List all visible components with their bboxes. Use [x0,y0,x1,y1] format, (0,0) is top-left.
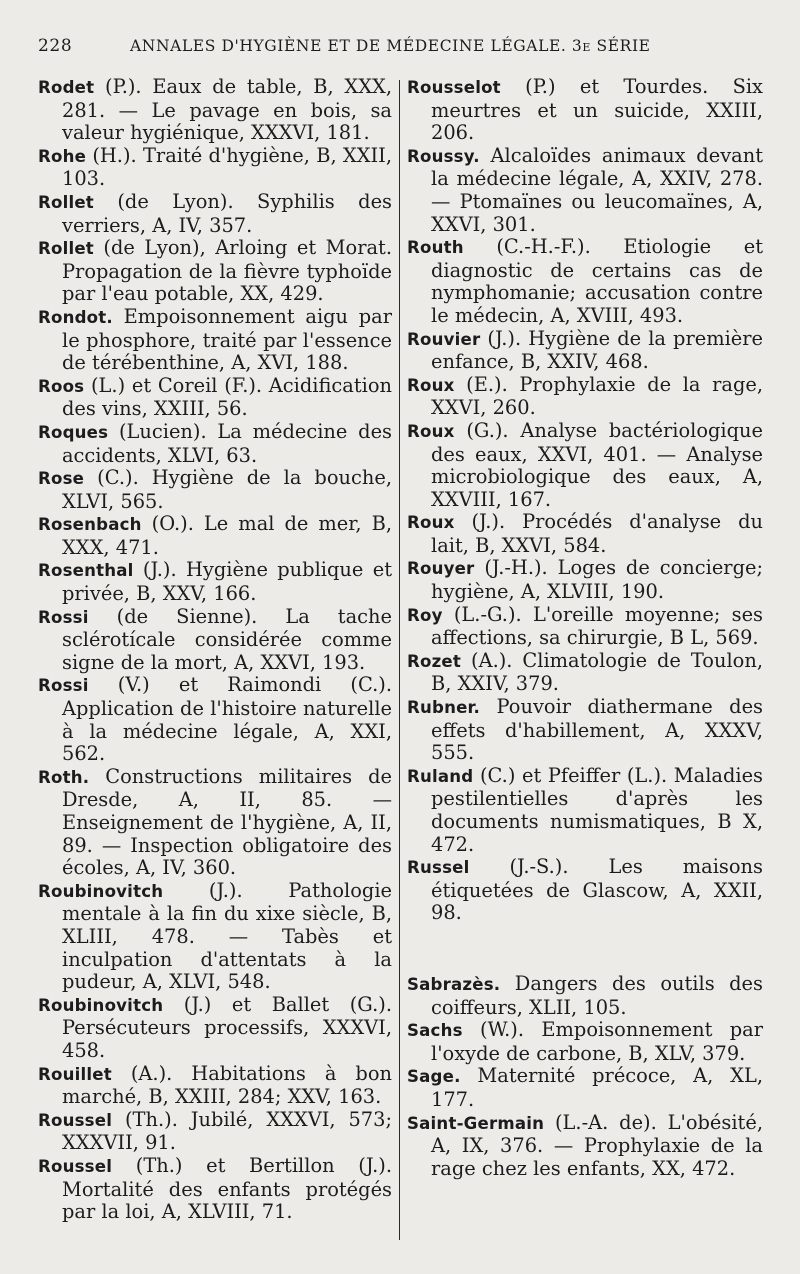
entry-text: (P.) et Tourdes. Six meurtres et un suicide, XXIII, 206. [431,75,763,145]
entry-text: (A.). Climatologie de Toulon, B, XXIV, 379. [431,648,763,696]
entry-author: Roussel [38,1110,113,1130]
entry-text: (L.-A. de). L'obésité, A, IX, 376. — Prophylaxie de la rage chez les enfants, XX, 472. [431,1110,763,1180]
entry-author: Russel [407,858,470,878]
entry-text: (C.). Hygiène de la bouche, XLVI, 565. [62,466,392,513]
entry-text: (P.). Eaux de table, B, XXX, 281. — Le pavage en bois, sa valeur hygiénique, XXXVI, 181. [62,75,392,145]
entry-author: Roubinovitch [38,995,164,1015]
entry-author: Rouvier [407,329,481,349]
entry-author: Rosenthal [38,561,134,581]
entry-text: (J.). Hygiène publique et privée, B, XXV, 166. [62,558,392,606]
entry-author: Rouillet [38,1064,112,1084]
entry-author: Roussy. [407,146,480,166]
index-entry [38,145,392,191]
index-entry [38,766,392,880]
index-entry [407,1065,763,1111]
entry-text: (J.). Procédés d'analyse du lait, B, XXVI, 584. [431,510,763,557]
index-entry [407,1112,763,1181]
entry-text: Empoisonnement aigu par le phosphore, traité par l'essence de térébenthine, A, XVI, 188. [62,304,392,375]
entry-text: (G.). Analyse bactériologique des eaux, XXVI, 401. — Analyse microbiologique des eaux, A, XXVIII, 167. [431,418,763,511]
entry-author: Rossi [38,607,89,627]
entry-text: Dangers des outils des coiffeurs, XLII, 105. [431,971,763,1019]
entry-text: (J.-H.). Loges de concierge; hygiène, A, XLVIII, 190. [431,556,763,604]
entry-author: Rossi [38,676,89,696]
index-entry [407,145,763,236]
section-gap [407,925,763,973]
entry-author: Rohe [38,146,87,166]
entry-text: (O.). Le mal de mer, B, XXX, 471. [62,512,392,559]
running-title: ANNALES D'HYGIÈNE ET DE MÉDECINE LÉGALE. 3e SÉRIE [130,37,651,55]
index-entry [407,76,763,145]
index-entry [38,674,392,765]
entry-author: Roubinovitch [38,881,164,901]
entry-text: (Th.) et Bertillon (J.). Mortalité des enfants protégés par la loi, A, XLVIII, 71. [62,1153,392,1224]
entry-text: (J.) et Ballet (G.). Persécuteurs processifs, XXXVI, 458. [62,992,392,1062]
entry-author: Rose [38,469,85,489]
index-entry [407,236,763,327]
entry-text: (de Sienne). La tache sclérotícale considérée comme signe de la mort, A, XXVI, 193. [62,604,392,674]
index-entry [407,856,763,925]
entry-text: Maternité précoce, A, XL, 177. [431,1064,763,1111]
entry-author: Roos [38,376,85,396]
index-column-left [38,76,392,1224]
index-entry [407,328,763,374]
entry-text: (V.) et Raimondi (C.). Application de l'histoire naturelle à la médecine légale, A, XXI, 562. [62,673,392,766]
index-entry [407,604,763,650]
entry-author: Saint-Germain [407,1113,545,1133]
entry-text: (J.). Hygiène de la première enfance, B, XXIV, 468. [431,326,763,374]
index-entry [38,606,392,675]
entry-text: (Th.). Jubilé, XXXVI, 573; XXXVII, 91. [62,1107,392,1155]
entry-author: Rubner. [407,698,481,718]
index-entry [407,973,763,1019]
entry-text: (A.). Habitations à bon marché, B, XXIII, 284; XXV, 163. [62,1061,392,1109]
index-entry [38,1063,392,1109]
entry-author: Routh [407,238,464,258]
index-entry [38,513,392,559]
page-number: 228 [38,36,73,56]
index-column-right [407,76,763,1180]
index-entry [38,237,392,306]
entry-text: (H.). Traité d'hygiène, B, XXII, 103. [62,143,392,191]
entry-author: Rouyer [407,559,475,579]
index-entry [38,375,392,421]
entry-author: Rollet [38,192,94,212]
entry-author: Ruland [407,766,474,786]
entry-text: (de Lyon), Arloing et Morat. Propagation de la fièvre typhoïde par l'eau potable, XX, 429. [62,236,392,306]
entry-author: Rondot. [38,307,113,327]
index-entry [38,559,392,605]
index-entry [407,511,763,557]
index-entry [407,765,763,856]
entry-text: (Lucien). La médecine des accidents, XLVI, 63. [62,419,392,467]
entry-text: (E.). Prophylaxie de la rage, XXVI, 260. [431,372,763,420]
index-entry [38,191,392,237]
entry-author: Roux [407,421,455,441]
entry-author: Rosenbach [38,515,142,535]
index-entry [407,374,763,420]
index-entry [38,994,392,1063]
index-entry [38,880,392,994]
index-entry [407,420,763,511]
entry-author: Roth. [38,767,90,787]
entry-text: Constructions militaires de Dresde, A, II, 85. — Enseignement de l'hygiène, A, II, 89. — Inspection obligatoire des écoles, A, IV, 360. [62,764,392,880]
index-entry [407,650,763,696]
entry-text: (C.-H.-F.). Etiologie et diagnostic de certains cas de nymphomanie; accusation contre le médecin, A, XVIII, 493. [431,235,763,327]
index-entry [38,421,392,467]
index-entry [38,467,392,513]
entry-text: (L.) et Coreil (F.). Acidification des vins, XXIII, 56. [62,373,392,421]
entry-text: (de Lyon). Syphilis des verriers, A, IV, 357. [62,189,392,237]
index-entry [407,1019,763,1065]
index-entry [38,306,392,375]
entry-author: Sage. [407,1067,461,1087]
entry-author: Rousselot [407,78,501,97]
entry-author: Sabrazès. [407,974,501,994]
index-entry [407,696,763,765]
entry-author: Roy [407,605,443,625]
entry-text: Alcaloïdes animaux devant la médecine légale, A, XXIV, 278. — Ptomaïnes ou leucomaïnes, A, XXVI, 301. [431,143,763,236]
entry-author: Roux [407,513,455,533]
entry-author: Roussel [38,1156,113,1176]
entry-author: Rozet [407,651,462,671]
entry-text: (L.-G.). L'oreille moyenne; ses affections, sa chirurgie, B L, 569. [431,602,763,650]
entry-text: (C.) et Pfeiffer (L.). Maladies pestilentielles d'après les documents numismatiques, B X, 472. [431,763,763,856]
index-entry [38,1155,392,1224]
entry-author: Roques [38,422,109,442]
entry-author: Sachs [407,1021,463,1041]
entry-author: Roux [407,375,455,395]
index-entry [38,1109,392,1155]
entry-text: (J.-S.). Les maisons étiquetées de Glascow, A, XXII, 98. [431,855,763,925]
column-divider [399,80,400,1240]
entry-text: (J.). Pathologie mentale à la fin du xixe siècle, B, XLIII, 478. — Tabès et inculpation d'attentats à la pudeur, A, XLVI, 548. [62,878,392,994]
entry-text: (W.). Empoisonnement par l'oxyde de carbone, B, XLV, 379. [431,1018,763,1065]
entry-author: Rodet [38,78,95,97]
entry-author: Rollet [38,239,94,259]
page-header [38,36,760,66]
entry-text: Pouvoir diathermane des effets d'habillement, A, XXXV, 555. [431,695,763,765]
index-entry [407,557,763,603]
index-entry [38,76,392,145]
